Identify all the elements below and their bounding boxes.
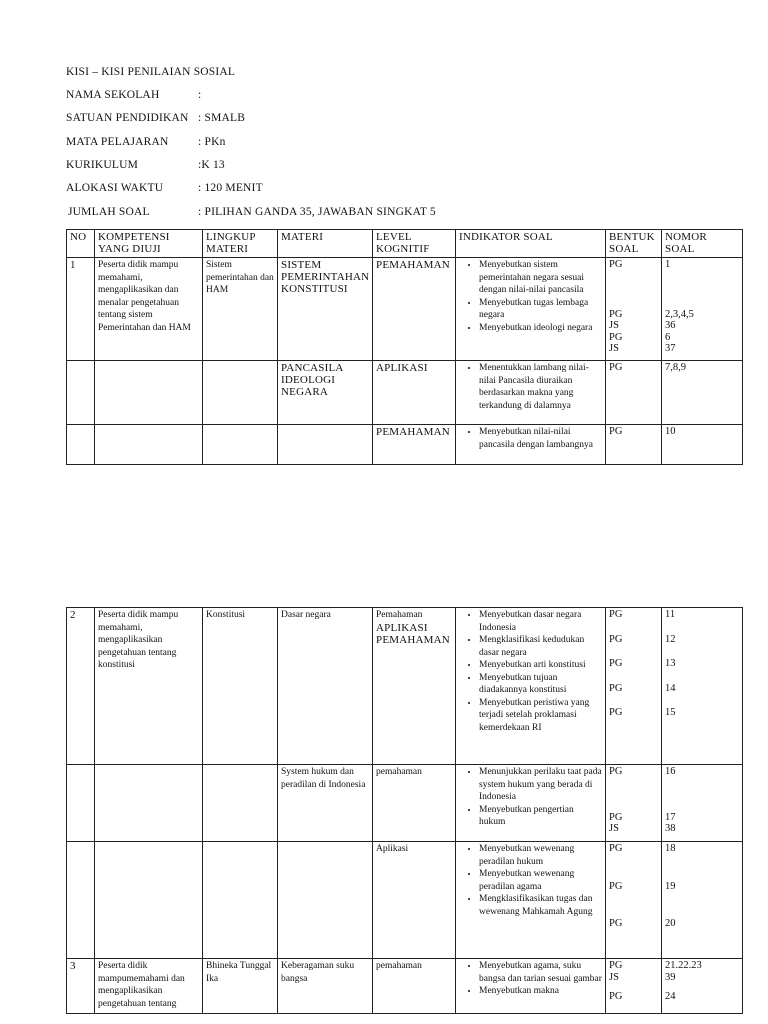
table-row — [67, 959, 743, 1014]
cell-bentuk — [606, 361, 662, 425]
cell-no: 3 — [67, 959, 95, 1014]
list-item: • Mengklasifikasikan tugas dan wewenang Mahkamah Agung — [479, 893, 602, 918]
field-satuan-pendidikan — [66, 112, 246, 124]
list-item: • Menyebutkan agama, suku bangsa dan tarian sesuai gambar — [479, 960, 602, 985]
column-header: NOMOR SOAL — [662, 230, 743, 258]
list-item: • Menyebutkan tujuan diadakannya konstitusi — [479, 672, 602, 697]
bentuk-value: PG — [609, 609, 623, 620]
field-mata-pelajaran — [66, 136, 226, 148]
nomor-value: 6 — [665, 331, 671, 343]
bentuk-value: PG — [609, 331, 623, 343]
column-header: KOMPETENSI YANG DIUJI — [95, 230, 203, 258]
cell-kompetensi — [95, 425, 203, 465]
nomor-value: 20 — [665, 918, 676, 929]
field-label: MATA PELAJARAN — [66, 136, 169, 148]
level-value: Pemahaman — [376, 610, 423, 620]
list-item: • Menyebutkan peristiwa yang terjadi setelah proklamasi kemerdekaan RI — [479, 697, 602, 735]
bentuk-value: PG — [609, 880, 623, 892]
field-jumlah-soal — [68, 206, 436, 218]
cell-materi: SISTEM PEMERINTAHAN KONSTITUSI — [278, 258, 373, 361]
list-item: • Menentukkan lambang nilai-nilai Pancasila diuraikan berdasarkan makna yang terkandung di dalamnya — [479, 362, 602, 412]
bentuk-value: PG — [609, 918, 623, 929]
cell-level: PEMAHAMAN — [373, 258, 456, 361]
field-value: : 120 MENIT — [198, 182, 263, 194]
cell-no: 1 — [67, 258, 95, 361]
cell-nomor — [662, 959, 743, 1014]
cell-bentuk — [606, 425, 662, 465]
cell-indikator — [456, 361, 606, 425]
cell-materi: PANCASILA IDEOLOGI NEGARA — [278, 361, 373, 425]
table-row — [67, 258, 743, 361]
cell-kompetensi — [95, 361, 203, 425]
nomor-value: 37 — [665, 343, 676, 354]
cell-indikator — [456, 765, 606, 842]
table-row — [67, 765, 743, 842]
list-item: • Menunjukkan perilaku taat pada system hukum yang berada di Indonesia — [479, 766, 602, 804]
column-header: LINGKUP MATERI — [203, 230, 278, 258]
list-item: • Menyebutkan nilai-nilai pancasila dengan lambangnya — [479, 426, 602, 451]
column-header: MATERI — [278, 230, 373, 258]
list-item: • Menyebutkan ideologi negara — [479, 322, 602, 335]
nomor-value: 18 — [665, 843, 676, 854]
level-value: APLIKASI PEMAHAMAN — [376, 621, 450, 646]
nomor-value: 24 — [665, 991, 676, 1002]
cell-lingkup — [203, 425, 278, 465]
table-header-row — [67, 230, 743, 258]
cell-kompetensi — [95, 765, 203, 842]
table-row — [67, 608, 743, 765]
bentuk-value: PG — [609, 766, 623, 777]
list-item: • Mengklasifikasi kedudukan dasar negara — [479, 634, 602, 659]
cell-level: APLIKASI — [373, 361, 456, 425]
bentuk-value: PG — [609, 811, 623, 823]
cell-materi: Dasar negara — [278, 608, 373, 765]
nomor-value: 14 — [665, 682, 676, 694]
cell-level: pemahaman — [373, 959, 456, 1014]
bentuk-value: PG — [609, 991, 623, 1002]
bentuk-value: JS — [609, 320, 619, 331]
cell-materi: Keberagaman suku bangsa — [278, 959, 373, 1014]
cell-materi: System hukum dan peradilan di Indonesia — [278, 765, 373, 842]
nomor-value: 15 — [665, 707, 676, 718]
cell-indikator — [456, 959, 606, 1014]
nomor-value: 11 — [665, 609, 676, 620]
cell-kompetensi: Peserta didik mampu memahami, mengaplikasikan pengetahuan tentang konstitusi — [95, 608, 203, 765]
column-header: INDIKATOR SOAL — [456, 230, 606, 258]
bentuk-value: PG — [609, 362, 623, 373]
field-label: SATUAN PENDIDIKAN — [66, 112, 189, 124]
bentuk-value: PG — [609, 259, 623, 270]
bentuk-value: PG — [609, 426, 623, 437]
cell-materi — [278, 425, 373, 465]
cell-no — [67, 765, 95, 842]
nomor-value: 19 — [665, 880, 676, 892]
list-item: • Menyebutkan pengertian hukum — [479, 804, 602, 829]
bentuk-value: PG — [609, 707, 623, 718]
bentuk-value: PG — [609, 843, 623, 854]
cell-nomor — [662, 765, 743, 842]
cell-nomor — [662, 258, 743, 361]
field-label: NAMA SEKOLAH — [66, 89, 160, 101]
cell-no — [67, 425, 95, 465]
bentuk-value: PG — [609, 682, 623, 694]
cell-bentuk — [606, 765, 662, 842]
field-nama-sekolah — [66, 89, 202, 101]
field-label: ALOKASI WAKTU — [66, 182, 164, 194]
field-value: : PILIHAN GANDA 35, JAWABAN SINGKAT 5 — [198, 206, 436, 218]
cell-kompetensi: Peserta didik mampumemahami dan mengaplikasikan pengetahuan tentang — [95, 959, 203, 1014]
nomor-value: 16 — [665, 766, 676, 777]
field-kurikulum — [66, 159, 225, 171]
field-label: KURIKULUM — [66, 159, 139, 171]
cell-bentuk — [606, 842, 662, 959]
column-header: BENTUK SOAL — [606, 230, 662, 258]
cell-level: pemahaman — [373, 765, 456, 842]
nomor-value: 1 — [665, 259, 671, 270]
cell-lingkup — [203, 361, 278, 425]
cell-nomor — [662, 425, 743, 465]
cell-lingkup: Bhineka Tunggal Ika — [203, 959, 278, 1014]
bentuk-value: PG — [609, 658, 623, 669]
nomor-value: 10 — [665, 426, 676, 437]
bentuk-value: JS — [609, 823, 619, 834]
table-row — [67, 425, 743, 465]
field-alokasi-waktu — [66, 182, 263, 194]
nomor-value: 21.22.23 — [665, 960, 702, 971]
cell-lingkup: Konstitusi — [203, 608, 278, 765]
bentuk-value: PG — [609, 960, 623, 971]
bentuk-value: JS — [609, 971, 619, 983]
column-header: LEVEL KOGNITIF — [373, 230, 456, 258]
nomor-value: 38 — [665, 823, 676, 834]
cell-indikator — [456, 258, 606, 361]
cell-level — [373, 608, 456, 765]
cell-bentuk — [606, 959, 662, 1014]
nomor-value: 7,8,9 — [665, 362, 686, 373]
field-label: JUMLAH SOAL — [68, 206, 150, 218]
cell-lingkup — [203, 842, 278, 959]
nomor-value: 12 — [665, 633, 676, 645]
cell-kompetensi — [95, 842, 203, 959]
list-item: • Menyebutkan dasar negara Indonesia — [479, 609, 602, 634]
list-item: • Menyebutkan tugas lembaga negara — [479, 297, 602, 322]
kisi-table-2 — [66, 607, 743, 1014]
list-item: • Menyebutkan wewenang peradilan agama — [479, 868, 602, 893]
cell-kompetensi: Peserta didik mampu memahami, mengaplikasikan dan menalar pengetahuan tentang sistem Pemerintahan dan HAM — [95, 258, 203, 361]
cell-nomor — [662, 361, 743, 425]
nomor-value: 36 — [665, 320, 676, 331]
cell-materi — [278, 842, 373, 959]
table-row — [67, 361, 743, 425]
document-title: KISI – KISI PENILAIAN SOSIAL — [66, 66, 236, 78]
cell-bentuk — [606, 608, 662, 765]
kisi-table-1 — [66, 229, 743, 465]
bentuk-value: JS — [609, 343, 619, 354]
list-item: • Menyebutkan sistem pemerintahan negara sesuai dengan nilai-nilai pancasila — [479, 259, 602, 297]
list-item: • Menyebutkan wewenang peradilan hukum — [479, 843, 602, 868]
field-value: : PKn — [198, 136, 226, 148]
bentuk-value: PG — [609, 308, 623, 320]
table-row — [67, 842, 743, 959]
field-value: :K 13 — [198, 159, 225, 171]
cell-indikator — [456, 608, 606, 765]
field-value: : — [198, 89, 202, 101]
nomor-value: 39 — [665, 971, 676, 983]
cell-level: Aplikasi — [373, 842, 456, 959]
cell-indikator — [456, 842, 606, 959]
column-header: NO — [67, 230, 95, 258]
nomor-value: 2,3,4,5 — [665, 308, 694, 320]
cell-no — [67, 842, 95, 959]
cell-nomor — [662, 842, 743, 959]
cell-nomor — [662, 608, 743, 765]
cell-lingkup — [203, 765, 278, 842]
bentuk-value: PG — [609, 633, 623, 645]
cell-bentuk — [606, 258, 662, 361]
nomor-value: 17 — [665, 811, 676, 823]
cell-level: PEMAHAMAN — [373, 425, 456, 465]
cell-no — [67, 361, 95, 425]
field-value: : SMALB — [198, 112, 246, 124]
list-item: • Menyebutkan arti konstitusi — [479, 659, 602, 672]
cell-lingkup: Sistem pemerintahan dan HAM — [203, 258, 278, 361]
list-item: • Menyebutkan makna — [479, 985, 602, 998]
nomor-value: 13 — [665, 658, 676, 669]
cell-indikator — [456, 425, 606, 465]
cell-no: 2 — [67, 608, 95, 765]
